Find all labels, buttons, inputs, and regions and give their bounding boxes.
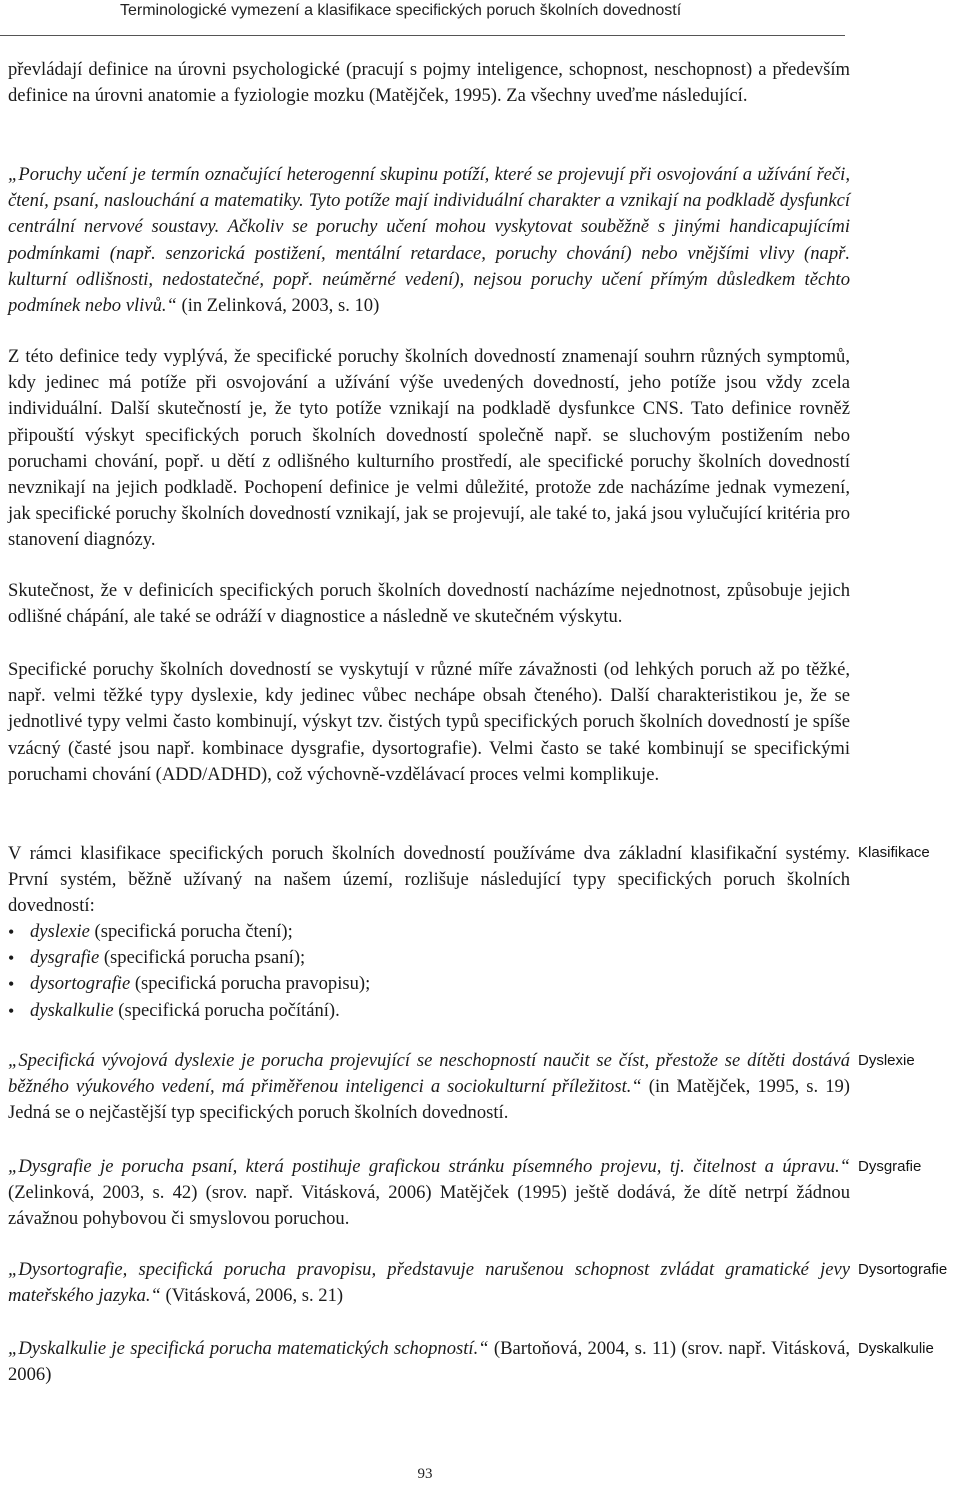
paragraph-intro: [8, 57, 850, 109]
quote-text: „Dysortografie, specifická porucha pravopisu, představuje narušenou schopnost zvládat gramatické jevy mateřského jazyka.“: [8, 1259, 850, 1307]
quote-text: „Dysgrafie je porucha psaní, která postihuje grafickou stránku písemného projevu, tj. čitelnost a úpravu.“: [8, 1156, 850, 1177]
paragraph-dyskalkulie: „Dyskalkulie je specifická porucha matematických schopností.“ (Bartoňová, 2004, s. 11) (srov. např. Vitásková, 2006): [8, 1338, 850, 1386]
quote-text: „Specifická vývojová dyslexie je porucha projevující se neschopností naučit se číst, přestože se dítěti dostává běžného výukového vedení, má přiměřenou inteligenci a sociokulturní příležitost.“: [8, 1050, 850, 1098]
margin-label-dysortografie: Dysortografie: [858, 1261, 948, 1278]
quote-citation: (in Zelinková, 2003, s. 10): [176, 295, 380, 317]
list-item: • dysgrafie (specifická porucha psaní);: [8, 945, 850, 971]
quote-definition: [8, 162, 850, 319]
page-number: 93: [417, 1466, 433, 1482]
margin-label-klasifikace: Klasifikace: [858, 844, 930, 861]
list-item: • dysortografie (specifická porucha pravopisu);: [8, 971, 850, 997]
quote-text: „Dyskalkulie je specifická porucha matematických schopností.“: [8, 1338, 489, 1359]
paragraph-dysgrafie: „Dysgrafie je porucha psaní, která postihuje grafickou stránku písemného projevu, tj. čitelnost a úpravu.“ (Zelinková, 2003, s. 42) (srov. např. Vitásková, 2006) Matějček (1995) ještě dodává, že dítě netrpí žádnou závažnou pohybovou či smyslovou poruchou.: [8, 1156, 850, 1230]
list-item: • dyskalkulie (specifická porucha počítání).: [8, 998, 850, 1024]
header-rule: [0, 35, 845, 36]
running-header: Terminologické vymezení a klasifikace specifických poruch školních dovedností: [120, 2, 682, 19]
paragraph-dysortografie: „Dysortografie, specifická porucha pravopisu, představuje narušenou schopnost zvládat gramatické jevy mateřského jazyka.“ (Vitásková, 2006, s. 21): [8, 1259, 850, 1307]
paragraph-text: Specifické poruchy školních dovedností se vyskytují v různé míře závažnosti (od lehkých poruch až po těžké, např. velmi těžké typy dyslexie, kdy jedinec vůbec nechápe obsah čteného). Další charakteristikou je, že se jednotlivé typy velmi často kombinují, výskyt tzv. čistých typů specifických poruch školních dovedností je spíše vzácný (časté jsou např. kombinace dysgrafie, dysortografie). Velmi často se také kombinují se specifickými poruchami chování (ADD/ADHD), což výchovně-vzdělávací proces velmi komplikuje.: [8, 659, 850, 785]
paragraph-text: Skutečnost, že v definicích specifických poruch školních dovedností nacházíme nejednotnost, způsobuje jejich odlišné chápání, ale také se odráží v diagnostice a následně ve skutečném výskytu.: [8, 580, 850, 628]
quote-text: „Poruchy učení je termín označující heterogenní skupinu potíží, které se projevují při osvojování a užívání řeči, čtení, psaní, naslouchání a matematiky. Tyto potíže mají individuální charakter a vznikají na podkladě dysfunkcí centrální nervové soustavy. Ačkoliv se poruchy učení mohou vyskytovat souběžně s jinými handicapujícími podmínkami (např. senzorická postižení, mentální retardace, poruchy chování) nebo vnějšími vlivy (např. kulturní odlišnosti, nedostatečné, popř. neúměrné vedení), nejsou poruchy učení přímým důsledkem těchto podmínek nebo vlivů.“: [8, 164, 850, 317]
paragraph-severity: [8, 657, 850, 788]
paragraph-text: V rámci klasifikace specifických poruch školních dovedností používáme dva základní klasifikační systémy. První systém, běžně užívaný na našem území, rozlišuje následující typy specifických poruch školních dovedností:: [8, 843, 850, 917]
paragraph-text: Z této definice tedy vyplývá, že specifické poruchy školních dovedností znamenají souhrn různých symptomů, kdy jedinec má potíže při osvojování a užívání výše uvedených dovedností, jeho potíže jsou vždy zcela individuální. Další skutečností je, že tyto potíže vznikají na podkladě dysfunkce CNS. Tato definice rovněž připouští výskyt specifických poruch školních dovedností společně např. se sluchovým postižením nebo poruchami chování, popř. u dětí z odlišného kulturního prostředí, ale specifické poruchy školních dovedností nevznikají na jejich podkladě. Pochopení definice je velmi důležité, protože zde nacházíme jednak vymezení, jak specifické poruchy školních dovedností vznikají, jak se projevují, ale také to, jaká jsou vylučující kritéria pro stanovení diagnózy.: [8, 346, 850, 551]
margin-label-dysgrafie: Dysgrafie: [858, 1158, 922, 1175]
paragraph-dyslexie: „Specifická vývojová dyslexie je porucha projevující se neschopností naučit se číst, přestože se dítěti dostává běžného výukového vedení, má přiměřenou inteligenci a sociokulturní příležitost.“ (in Matějček, 1995, s. 19) Jedná se o nejčastější typ specifických poruch školních dovedností.: [8, 1050, 850, 1124]
paragraph-inconsistency: [8, 578, 850, 630]
list-item: • dyslexie (specifická porucha čtení);: [8, 919, 850, 945]
margin-label-dyskalkulie: Dyskalkulie: [858, 1340, 934, 1357]
paragraph-text: převládají definice na úrovni psychologické (pracují s pojmy inteligence, schopnost, neschopnost) a především definice na úrovni anatomie a fyziologie mozku (Matějček, 1995). Za všechny uveďme následující.: [8, 59, 850, 107]
margin-label-dyslexie: Dyslexie: [858, 1052, 915, 1069]
paragraph-classification: [8, 841, 850, 920]
disorder-type-list: [8, 919, 850, 1024]
paragraph-definition-explanation: [8, 344, 850, 554]
